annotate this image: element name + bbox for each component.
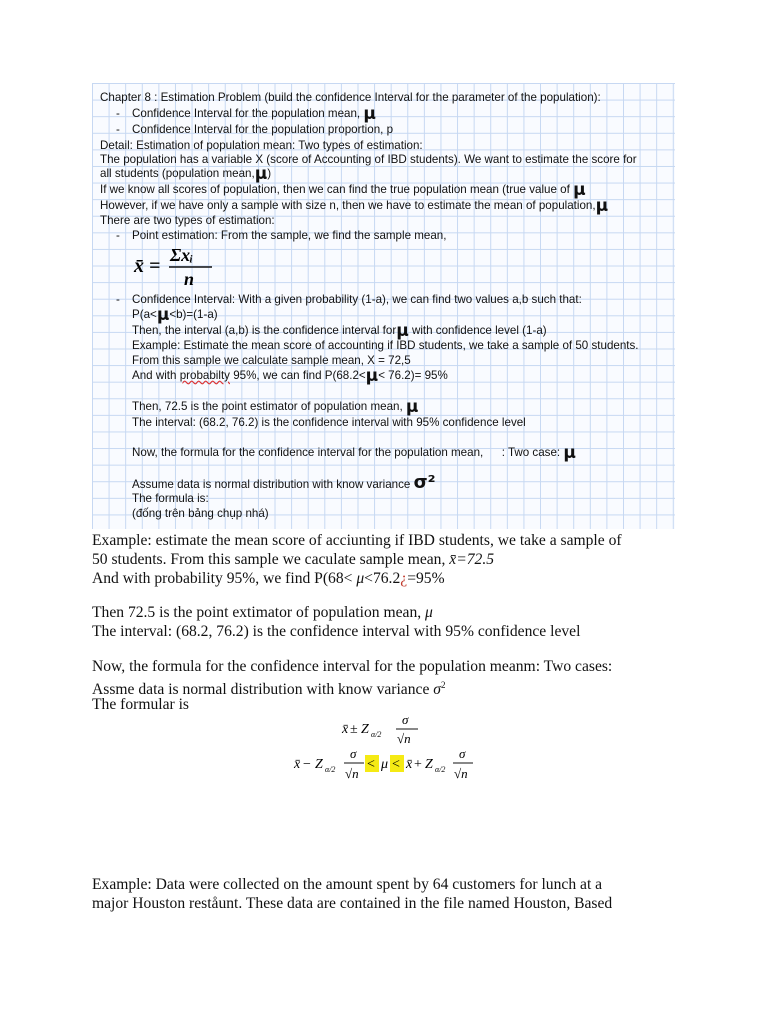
true-mean-text: If we know all scores of population, then we can find the true population mean (true value of <box>100 183 570 196</box>
mu-symbol: μ <box>563 443 576 463</box>
body-example-line1: Example: estimate the mean score of acciunting if IBD students, we take a sample of <box>92 532 622 549</box>
notes-assume-line <box>132 472 436 493</box>
f2-lt-right: < <box>392 757 400 772</box>
f1-sigma: σ <box>402 712 409 727</box>
ex3c: < 76.2)= 95% <box>378 369 448 382</box>
mu-symbol: μ <box>356 570 365 587</box>
notes-bullet-mean <box>132 104 376 124</box>
now1b: : Two case: <box>501 446 561 459</box>
notes-point-estimator-line <box>132 397 419 417</box>
f1-xbar: x̄ <box>342 722 349 737</box>
f1-Z: Z <box>361 722 369 737</box>
body-point-estimator <box>92 603 433 622</box>
sample-mean-formula <box>132 241 232 289</box>
notes-formula-line <box>132 443 576 463</box>
p2-line1-text: Then 72.5 is the point extimator of population mean, <box>92 604 422 621</box>
body-houston-line1: Example: Data were collected on the amount spent by 64 customers for lunch at a <box>92 876 603 893</box>
p1-line2-text: 50 students. From this sample we caculate sample mean, <box>92 551 446 568</box>
ex3b: 95%, we can find P(68.2< <box>233 369 366 382</box>
ci-prob-a: P(a< <box>132 308 157 321</box>
notes-example-line: Example: Estimate the mean score of accounting if IBD students, we take a sample of 50 students. <box>132 339 639 352</box>
body-example-line3 <box>92 569 445 588</box>
f1-sqrt-n: √n <box>397 731 411 746</box>
notes-population-line: The population has a variable X (score of Accounting of IBD students). We want to estimate the score for <box>100 153 637 166</box>
notes-sample-mean-line: From this sample we calculate sample mean, X = 72,5 <box>132 354 411 367</box>
formula-n: n <box>184 269 195 289</box>
notes-point-estimation: Point estimation: From the sample, we find the sample mean, <box>132 229 447 242</box>
p1-line3a: And with probability 95%, we find P(68< <box>92 570 353 587</box>
ex3a: And with <box>132 369 177 382</box>
mu-symbol: μ <box>405 397 419 417</box>
stray-character: ¿ <box>400 570 408 587</box>
close-paren: ) <box>267 167 272 180</box>
mu-symbol: μ <box>573 180 586 200</box>
pasted-notes-image <box>92 83 675 529</box>
f2-plus: + <box>414 757 422 772</box>
f1-pm: ± <box>350 722 358 737</box>
f1-alpha-half: α/2 <box>371 730 382 739</box>
f2-minus: − <box>303 757 311 772</box>
ci-then-b: with confidence level (1-a) <box>411 324 547 337</box>
notes-detail-line: Detail: Estimation of population mean: Two types of estimation: <box>100 139 423 152</box>
bullet-dash: - <box>116 229 120 242</box>
ci-formula-pm <box>340 710 430 750</box>
mu-symbol: μ <box>396 321 409 341</box>
all-students-text: all students (population mean, <box>100 167 255 180</box>
sigma-symbol: σ <box>433 681 441 699</box>
f2-sigma-left: σ <box>350 746 357 761</box>
notes-bullet-proportion: Confidence Interval for the population proportion, p <box>132 123 394 136</box>
f2-xbar-right: x̄ <box>406 757 413 772</box>
f2-sqrt-n-right: √n <box>454 766 468 781</box>
mu-symbol: μ <box>156 305 170 325</box>
body-interval-line: The interval: (68.2, 76.2) is the confidence interval with 95% confidence level <box>92 623 581 640</box>
notes-probability-line <box>132 366 448 386</box>
now1a: Now, the formula for the confidence interval for the population mean, <box>132 446 484 459</box>
f2-alpha-half-right: α/2 <box>435 765 446 774</box>
mu-symbol: μ <box>365 366 379 386</box>
notes-two-types-line: There are two types of estimation: <box>100 214 275 227</box>
mu-symbol: μ <box>363 104 376 124</box>
body-example-line2 <box>92 550 494 569</box>
superscript-2: 2 <box>440 680 446 690</box>
notes-all-students-line <box>100 164 272 184</box>
notes-sample-line <box>100 196 609 216</box>
notes-photo-note: (đống trên bảng chụp nhá) <box>132 507 269 520</box>
f2-Z-right: Z <box>425 757 433 772</box>
p1-line3c: =95% <box>407 570 445 587</box>
notes-ci-probability <box>132 305 218 325</box>
p3-line2-text: Assme data is normal distribution with know variance <box>92 681 430 699</box>
mu-symbol: μ <box>425 604 433 621</box>
f2-Z-left: Z <box>315 757 323 772</box>
body-formula-intro: Now, the formula for the confidence interval for the population meanm: Two cases: <box>92 658 613 675</box>
bullet-dash: - <box>116 107 120 120</box>
notes-ci-then <box>132 321 547 341</box>
f2-sqrt-n-left: √n <box>345 766 359 781</box>
f2-lt-left: < <box>367 757 375 772</box>
ci-then-a: Then, the interval (a,b) is the confidence interval for <box>132 324 397 337</box>
sigma-squared-symbol: σ² <box>413 472 436 493</box>
notes-formula-is: The formula is: <box>132 492 209 505</box>
sample-text: However, if we have only a sample with size n, then we have to estimate the mean of population, <box>100 199 596 212</box>
body-formular-is: The formular is <box>92 696 189 713</box>
f2-mu: μ <box>381 757 389 772</box>
mu-symbol: μ <box>254 164 268 184</box>
xbar-value: x̄=72.5 <box>449 551 495 568</box>
bullet-mean-text: Confidence Interval for the population mean, <box>132 107 361 120</box>
assume-text: Assume data is normal distribution with know variance <box>132 478 411 491</box>
p1-line3b: <76.2 <box>364 570 401 587</box>
misspelled-probability: probabilty <box>179 369 230 382</box>
bullet-dash: - <box>116 123 120 136</box>
f2-sigma-right: σ <box>459 746 466 761</box>
then1: Then, 72.5 is the point estimator of population mean, <box>132 400 403 413</box>
notes-confidence-interval: Confidence Interval: With a given probability (1-a), we can find two values a,b such that: <box>132 293 582 306</box>
f2-xbar-left: x̄ <box>294 757 301 772</box>
formula-sum: Σxᵢ <box>170 245 194 265</box>
mu-symbol: μ <box>595 196 609 216</box>
notes-chapter-heading: Chapter 8 : Estimation Problem (build the confidence Interval for the parameter of the population): <box>100 91 601 104</box>
notes-interval-line: The interval: (68.2, 76.2) is the confidence interval with 95% confidence level <box>132 416 526 429</box>
ci-prob-b: <b)=(1-a) <box>169 308 218 321</box>
ci-formula-interval <box>292 746 477 786</box>
formula-xbar-eq: x̄ = <box>134 255 161 277</box>
f2-alpha-half-left: α/2 <box>325 765 336 774</box>
bullet-dash: - <box>116 293 120 306</box>
body-houston-line2: major Houston reståunt. These data are contained in the file named Houston, Based <box>92 895 613 912</box>
notes-true-mean-line <box>100 180 586 200</box>
